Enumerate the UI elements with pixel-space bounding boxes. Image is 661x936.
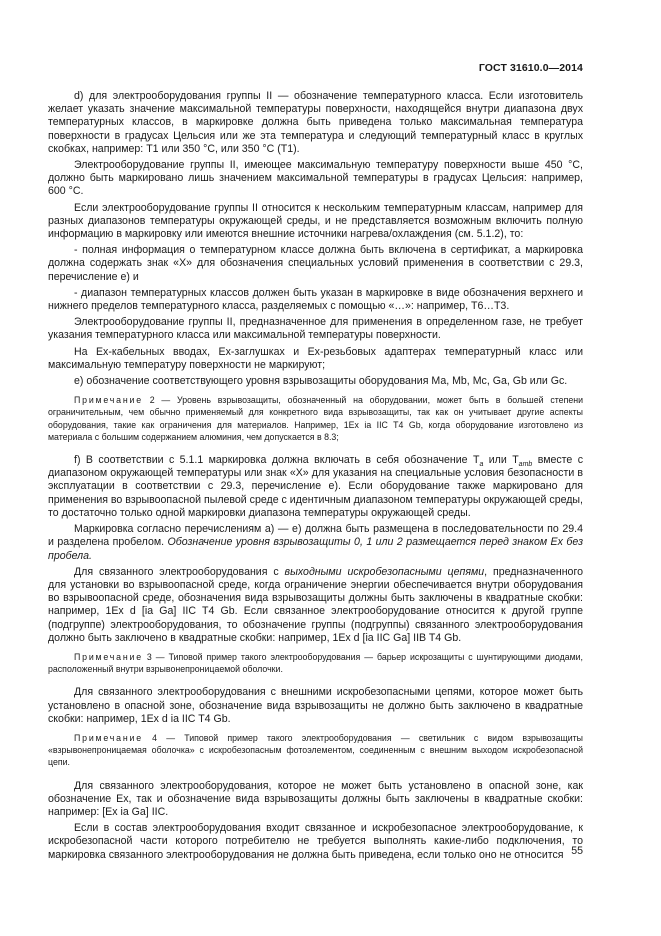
paragraph-epl-designation: е) обозначение соответствующего уровня взрывозащиты оборудования Ма, Mb, Mc, Ga, Gb или Gc. [74, 375, 568, 388]
paragraph-not-in-hazardous-zone: Для связанного электрооборудования, которое не может быть установлено в опасной зоне, как обозначение Ex, так и обозначение вида взрывозащиты должны быть заключены в квадратные скобки: например: [Ex ia Ga] IIC. [48, 779, 583, 818]
paragraph-marking-sequence: Маркировка согласно перечислениям а) — е) должна быть размещена в последовательности по 29.4 и разделена пробелом. Обозначение уровня взрывозащиты 0, 1 или 2 размещается перед знаком Ex без пробела. [48, 523, 584, 562]
paragraph-temperature-class: d) для электрооборудования группы II — обозначение температурного класса. Если изготовитель желает указать значение максимальной температуры поверхности, находящейся внутри диапазона двух температурных классов, в маркировке должна быть приведена только максимальная температура поверхности в градусах Цельсия или же эта температура и следующий температурный класс в круглых скобках, например: Т1 или 350 °С, или 350 °С (Т1). [48, 90, 583, 155]
paragraph-ambient-temperature: f) В соответствии с 5.1.1 маркировка должна включать в себя обозначение $T_a$ или $T_{amb}$ вместе с диапазоном окружающей температуры или знак «X» для указания на специальные условия безопасности в эксплуатации в соответствии с 29.3, перечисление е). Если оборудование также маркировано для применения во взрывоопасной пылевой среде с идентичным диапазоном температуры окружающей среды, то достаточно только одной маркировки диапазона температуры окружающей среды. [48, 454, 584, 519]
paragraph-class-range: - диапазон температурных классов должен быть указан в маркировке в виде обозначения верхнего и нижнего пределов температурного класса, разделяемых с помощью «…»: например, Т6…Т3. [48, 286, 583, 313]
paragraph-cable-entries: На Ex-кабельных вводах, Ex-заглушках и Ex-резьбовых адаптерах температурный класс или максимальную температуру поверхности не маркируют; [48, 345, 583, 371]
note-2 [48, 394, 583, 443]
note-label: Примечание [74, 395, 143, 406]
note-text: 4 — Типовой пример такого электрооборудования — светильник с видом взрывозащиты «взрывонепроницаемая оболочка» с искробезопасным фотоэлементом, соединенным с внешним выходом искробезопасной цепи. [48, 732, 583, 768]
paragraph-above-450: Электрооборудование группы II, имеющее максимальную температуру поверхности выше 450 °С, должно быть маркировано лишь значением максимальной температуры в градусах Цельсия: например, 600 °С. [48, 159, 583, 198]
document-standard-header: ГОСТ 31610.0—2014 [478, 62, 583, 74]
paragraph-combined-equipment: Если в состав электрооборудования входит связанное и искробезопасное электрооборудование, к искробезопасной части которого потребителю не требуется выполнять какие-либо подключения, то маркировка связанного электрооборудования не должна быть приведена, если только оно не относится [48, 822, 583, 861]
note-3 [48, 651, 583, 675]
note-label: Примечание [74, 651, 143, 662]
note-label: Примечание [74, 732, 143, 743]
note-text: 3 — Типовой пример такого электрооборудования — барьер искрозащиты с шунтирующими диодами, расположенный внутри взрывонепроницаемой оболочки. [48, 651, 583, 675]
paragraph-multiple-classes: Если электрооборудование группы II относится к нескольким температурным классам, например для разных диапазонов температуры окружающей среды, и не представляется возможным включить полную информацию в маркировку или имеются внешние источники нагрева/охлаждения (см. 5.1.2), то: [48, 201, 583, 241]
note-text: 2 — Уровень взрывозащиты, обозначенный на оборудовании, может быть в большей степени ограничительным, чем обычно применяемый для конкретного вида взрывозащиты, так как он учитывает другие аспекты оборудования, такие как ограничения для материалов. Например, 1Ex ia IIC T4 Gb, когда оборудование изготовлено из материала с большим содержанием алюминия, чем допускается в 8.3; [48, 395, 583, 442]
note-4 [48, 732, 583, 769]
page-body [48, 90, 583, 865]
page-number: 55 [571, 845, 583, 857]
paragraph-external-circuits: Для связанного электрооборудования с внешними искробезопасными цепями, которое может быть установлено в опасной зоне, обозначение вида взрывозащиты не должно быть заключено в квадратные скобки: например, 1Ex d ia IIC T4 Gb. [48, 686, 583, 725]
paragraph-associated-output-circuits: Для связанного электрооборудования с выходными искробезопасными цепями, предназначенного для установки во взрывоопасной среде, когда ограничение энергии обеспечивается внутри оборудования во взрывоопасной среде, обозначения вида взрывозащиты должны быть заключены в квадратные скобки: например, 1Ex d [ia Ga] IIC T4 Gb. Если связанное электрооборудование относится к другой группе (подгруппе) электрооборудования, то обозначение группы (подгруппы) связанного электрооборудования должно быть заключено в квадратные скобки: например, 1Ex d [ia IIC Ga] IIB T4 Gb. [48, 565, 583, 644]
paragraph-specific-gas: Электрооборудование группы II, предназначенное для применения в определенном газе, не требует указания температурного класса или максимальной температуры поверхности. [48, 316, 583, 342]
paragraph-certificate-info: - полная информация о температурном классе должна быть включена в сертификат, а маркировка должна содержать знак «X» для обозначения специальных условий применения в соответствии с 29.3, перечисление е) и [48, 244, 583, 283]
